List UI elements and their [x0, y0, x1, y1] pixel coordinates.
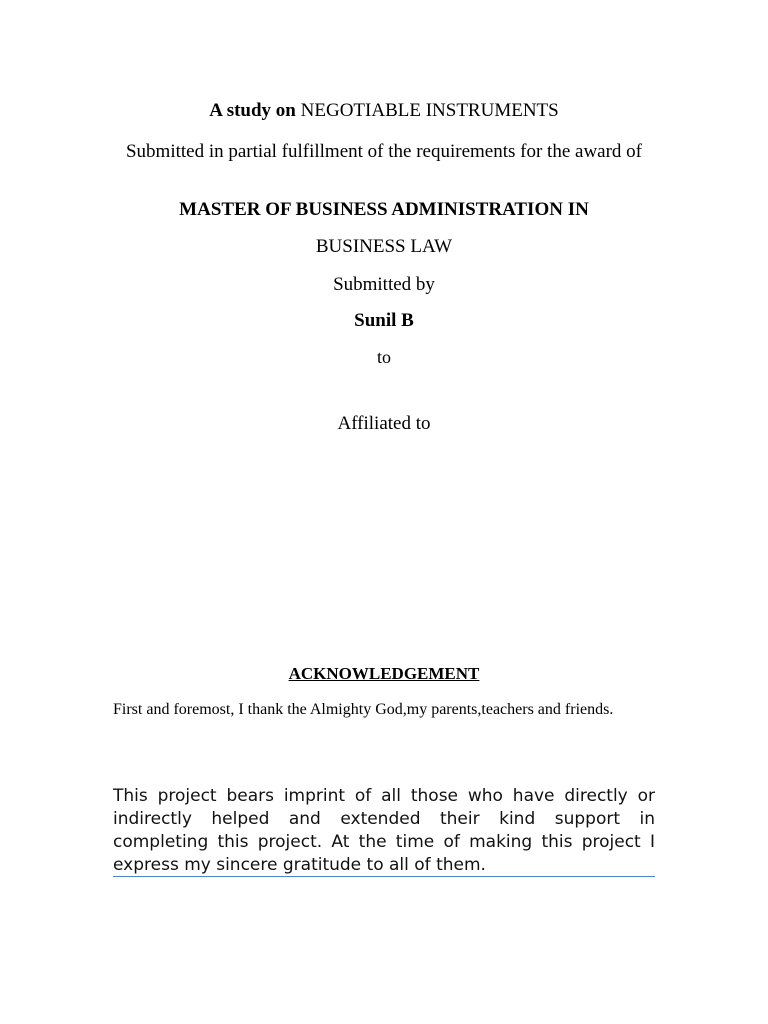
- degree-name: MASTER OF BUSINESS ADMINISTRATION IN: [179, 199, 589, 220]
- title-prefix: A study on: [209, 100, 296, 121]
- affiliated-label: Affiliated to: [337, 413, 431, 434]
- thanks-paragraph: First and foremost, I thank the Almighty God,my parents,teachers and friends.: [113, 701, 614, 718]
- acknowledgement-heading: ACKNOWLEDGEMENT: [288, 664, 480, 683]
- to-label: to: [376, 347, 391, 367]
- project-title: [0, 100, 768, 122]
- submitted-by-label: Submitted by: [333, 274, 435, 295]
- acknowledgement-body: This project bears imprint of all those who have directly or indirectly helped and extended their kind support in completing this project. At the time of making this project I express my sincere gratitude to all of them.: [113, 786, 655, 875]
- specialization: BUSINESS LAW: [315, 236, 453, 257]
- title-topic: NEGOTIABLE INSTRUMENTS: [300, 100, 559, 121]
- blue-underline-rule: [113, 876, 655, 877]
- submission-statement: Submitted in partial fulfillment of the requirements for the award of: [125, 141, 642, 162]
- author-name: Sunil B: [354, 310, 414, 331]
